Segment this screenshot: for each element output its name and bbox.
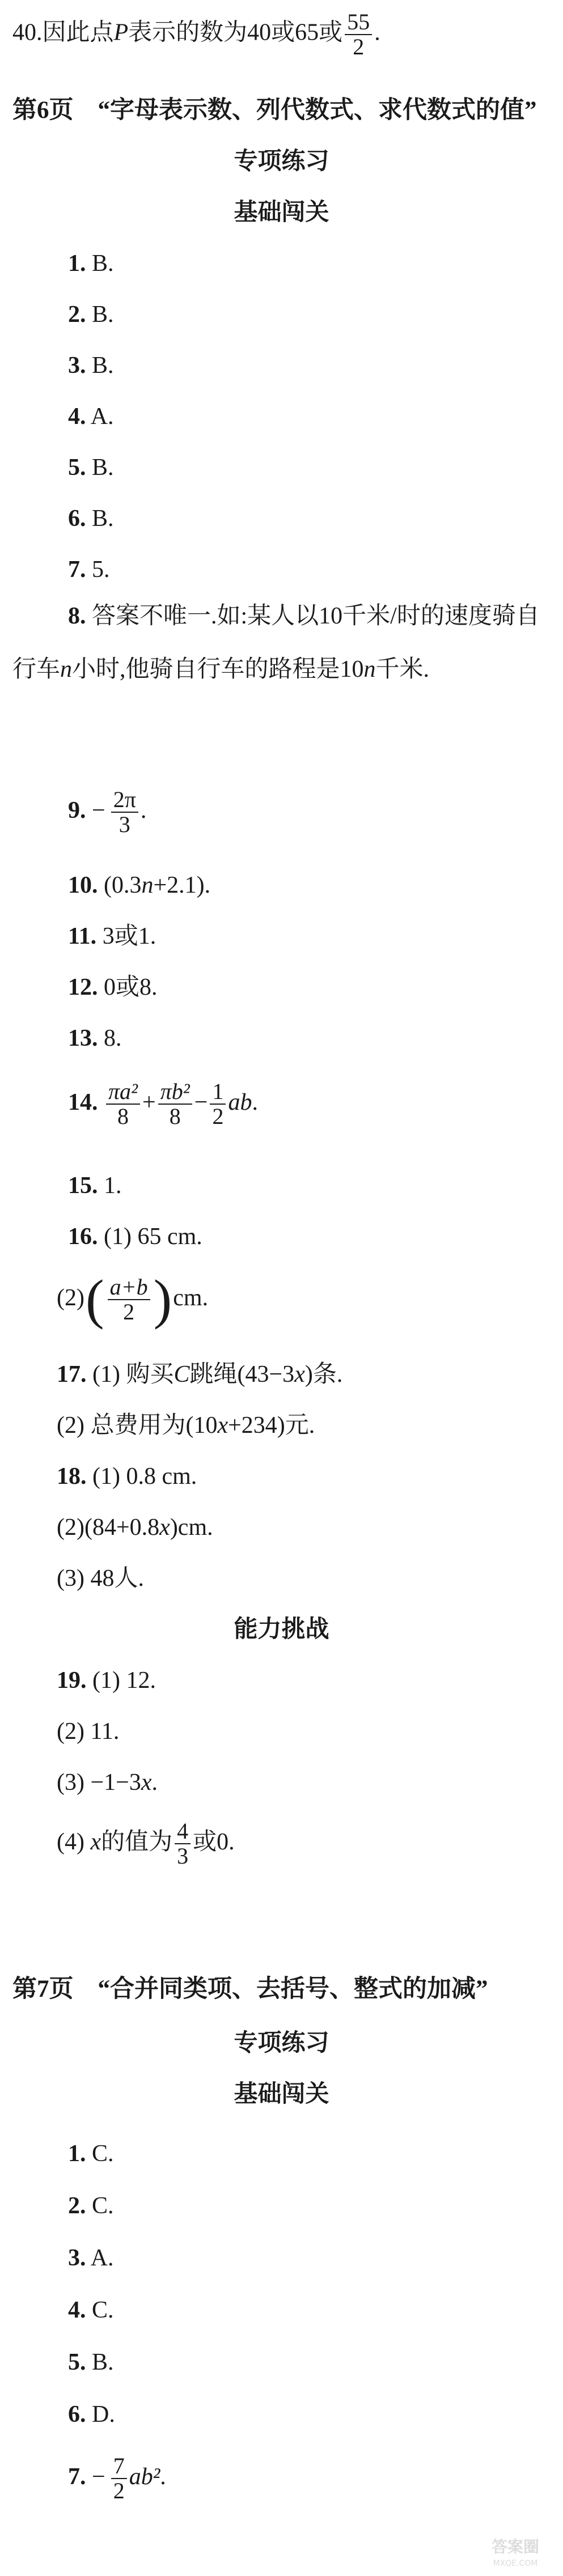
answer-item: 3. B. bbox=[68, 353, 114, 379]
answer-item: 6. D. bbox=[68, 2401, 115, 2428]
answer-item: 12. 0或8. bbox=[68, 974, 158, 1000]
section-title-page7: 第7页 “合并同类项、去括号、整式的加减” bbox=[12, 1976, 488, 2002]
answer-subitem: (4) x的值为 $\frac{4}{3}$ 或0. bbox=[57, 1818, 235, 1869]
subsection-heading: 能力挑战 bbox=[234, 1616, 329, 1643]
fraction: $\frac{\text{πb²}}{8}$ bbox=[158, 1080, 192, 1128]
answer-subitem: (3) −1−3x. bbox=[57, 1769, 158, 1796]
answer-item: 15. 1. bbox=[68, 1173, 122, 1199]
answer-item: 18. (1) 0.8 cm. bbox=[57, 1463, 197, 1489]
answer-item: 9. − $\frac{2\pi}{3}$ . bbox=[68, 787, 147, 838]
answer-item: 4. A. bbox=[68, 404, 114, 430]
answer-item: 8. 答案不唯一.如:某人以10千米/时的速度骑自行车n小时,他骑自行车的路程是10n千米. bbox=[12, 603, 540, 682]
subsection-heading: 基础闯关 bbox=[234, 200, 329, 226]
fraction: $\frac{1}{2}$ bbox=[210, 1080, 226, 1128]
answer-item: 7. − $\frac{7}{2}$ ab². bbox=[68, 2453, 166, 2504]
answer-item: 6. B. bbox=[68, 506, 114, 532]
watermark-logo bbox=[476, 2534, 555, 2570]
watermark-line1: 答案圈 bbox=[491, 2537, 540, 2556]
fraction: $\frac{a+b}{2}$ bbox=[108, 1275, 150, 1324]
answer-item: 1. C. bbox=[68, 2141, 114, 2167]
answer-item: 5. B. bbox=[68, 455, 114, 481]
answer-item: 13. 8. bbox=[68, 1025, 122, 1051]
answer-item: 11. 3或1. bbox=[68, 923, 156, 949]
answer-subitem: (2)(84+0.8x)cm. bbox=[57, 1514, 213, 1540]
fraction: $\frac{4}{3}$ bbox=[175, 1819, 191, 1868]
answer-item: 2. B. bbox=[68, 302, 114, 328]
fraction: $\frac{2\pi}{3}$ bbox=[111, 788, 138, 837]
answer-item: 17. (1) 购买C跳绳(43−3x)条. bbox=[57, 1361, 343, 1387]
answer-subitem: (2) 总费用为(10x+234)元. bbox=[57, 1412, 315, 1438]
answer-subitem: (3) 48人. bbox=[57, 1565, 144, 1592]
answer-item: 19. (1) 12. bbox=[57, 1667, 156, 1694]
answer-item: 16. (1) 65 cm. bbox=[68, 1224, 202, 1250]
watermark-line2: MXQE.COM bbox=[493, 2559, 538, 2568]
answer-item: 7. 5. bbox=[68, 557, 110, 583]
subsection-heading: 基础闯关 bbox=[234, 2081, 329, 2107]
fraction: $\frac{\text{πa²}}{8}$ bbox=[106, 1080, 140, 1128]
answer-item: 5. B. bbox=[68, 2349, 114, 2375]
subsection-heading: 专项练习 bbox=[234, 148, 329, 175]
section-title-page6: 第6页 “字母表示数、列代数式、求代数式的值” bbox=[12, 97, 537, 124]
answer-item: 14. $\frac{\text{πa²}}{8}$ + $\frac{\text{πb²}}{8}$ − $\frac{1}{2}$ ab. bbox=[68, 1079, 258, 1130]
answer-item: 1. B. bbox=[68, 251, 114, 277]
answer-item: 2. C. bbox=[68, 2193, 114, 2219]
answer-subitem: (2)( $\frac{a+b}{2}$ )cm. bbox=[57, 1269, 209, 1331]
subsection-heading: 专项练习 bbox=[234, 2030, 329, 2056]
answer-subitem: (2) 11. bbox=[57, 1718, 120, 1745]
answer-item: 3. A. bbox=[68, 2245, 114, 2271]
answer-item: 4. C. bbox=[68, 2297, 114, 2323]
fraction: $\frac{55}{2}$ bbox=[345, 10, 372, 59]
answer-40: 40.因此点P表示的数为40或65或 $\frac{55}{2}$ . bbox=[12, 9, 380, 60]
answer-item: 10. (0.3n+2.1). bbox=[68, 872, 211, 898]
fraction: $\frac{7}{2}$ bbox=[111, 2454, 127, 2503]
